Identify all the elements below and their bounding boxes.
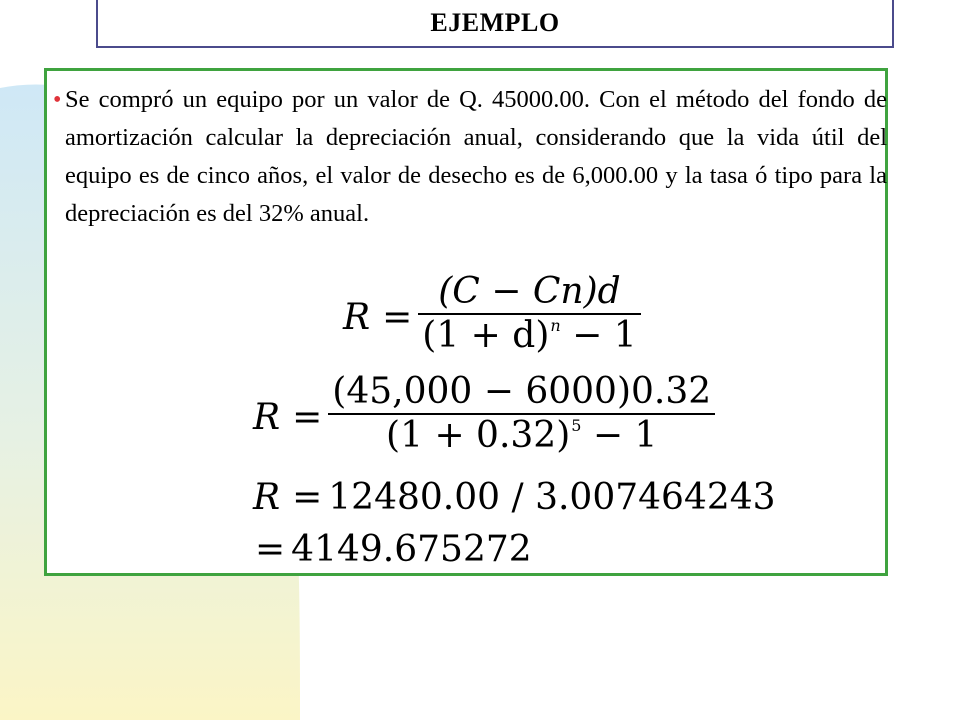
substitution-exponent: 5 xyxy=(571,416,582,435)
division-lhs: R xyxy=(253,477,281,518)
result-line xyxy=(255,529,532,570)
result-value: 4149.675272 xyxy=(291,529,532,570)
problem-text: Se compró un equipo por un valor de Q. 45000.00. Con el método del fondo de amortización calcular la depreciación anual, considerando que la vida útil del equipo es de cinco años, el valor de desecho es de 6,000.00 y la tasa ó tipo para la depreciación es del 32% anual. xyxy=(65,86,887,227)
formula-denominator-tail: − 1 xyxy=(560,315,637,356)
substitution-numerator: (45,000 − 6000)0.32 xyxy=(332,371,712,412)
substitution-denominator xyxy=(382,415,661,463)
division-line xyxy=(253,477,776,518)
example-content xyxy=(44,68,888,576)
formula-fraction xyxy=(418,271,640,363)
division-equals: = xyxy=(292,477,323,518)
substitution-denominator-base: (1 + 0.32) xyxy=(386,415,571,456)
substitution-formula xyxy=(253,371,715,463)
formula-denominator-base: (1 + d) xyxy=(422,315,550,356)
formula-lhs: R xyxy=(343,296,371,338)
formula-equals: = xyxy=(382,296,413,338)
division-expression: 12480.00 / 3.007464243 xyxy=(328,477,776,518)
title-box xyxy=(96,0,894,48)
general-formula xyxy=(343,271,641,363)
substitution-equals: = xyxy=(292,396,323,438)
problem-statement xyxy=(53,81,887,233)
substitution-denominator-tail: − 1 xyxy=(581,415,658,456)
formula-exponent: n xyxy=(550,316,561,335)
result-equals: = xyxy=(255,529,286,570)
substitution-lhs: R xyxy=(253,396,281,438)
formula-denominator xyxy=(418,315,640,363)
substitution-fraction xyxy=(328,371,715,463)
page-title: EJEMPLO xyxy=(430,8,560,37)
bullet-icon: • xyxy=(53,87,62,113)
formula-numerator: (C − Cn)d xyxy=(438,271,621,312)
